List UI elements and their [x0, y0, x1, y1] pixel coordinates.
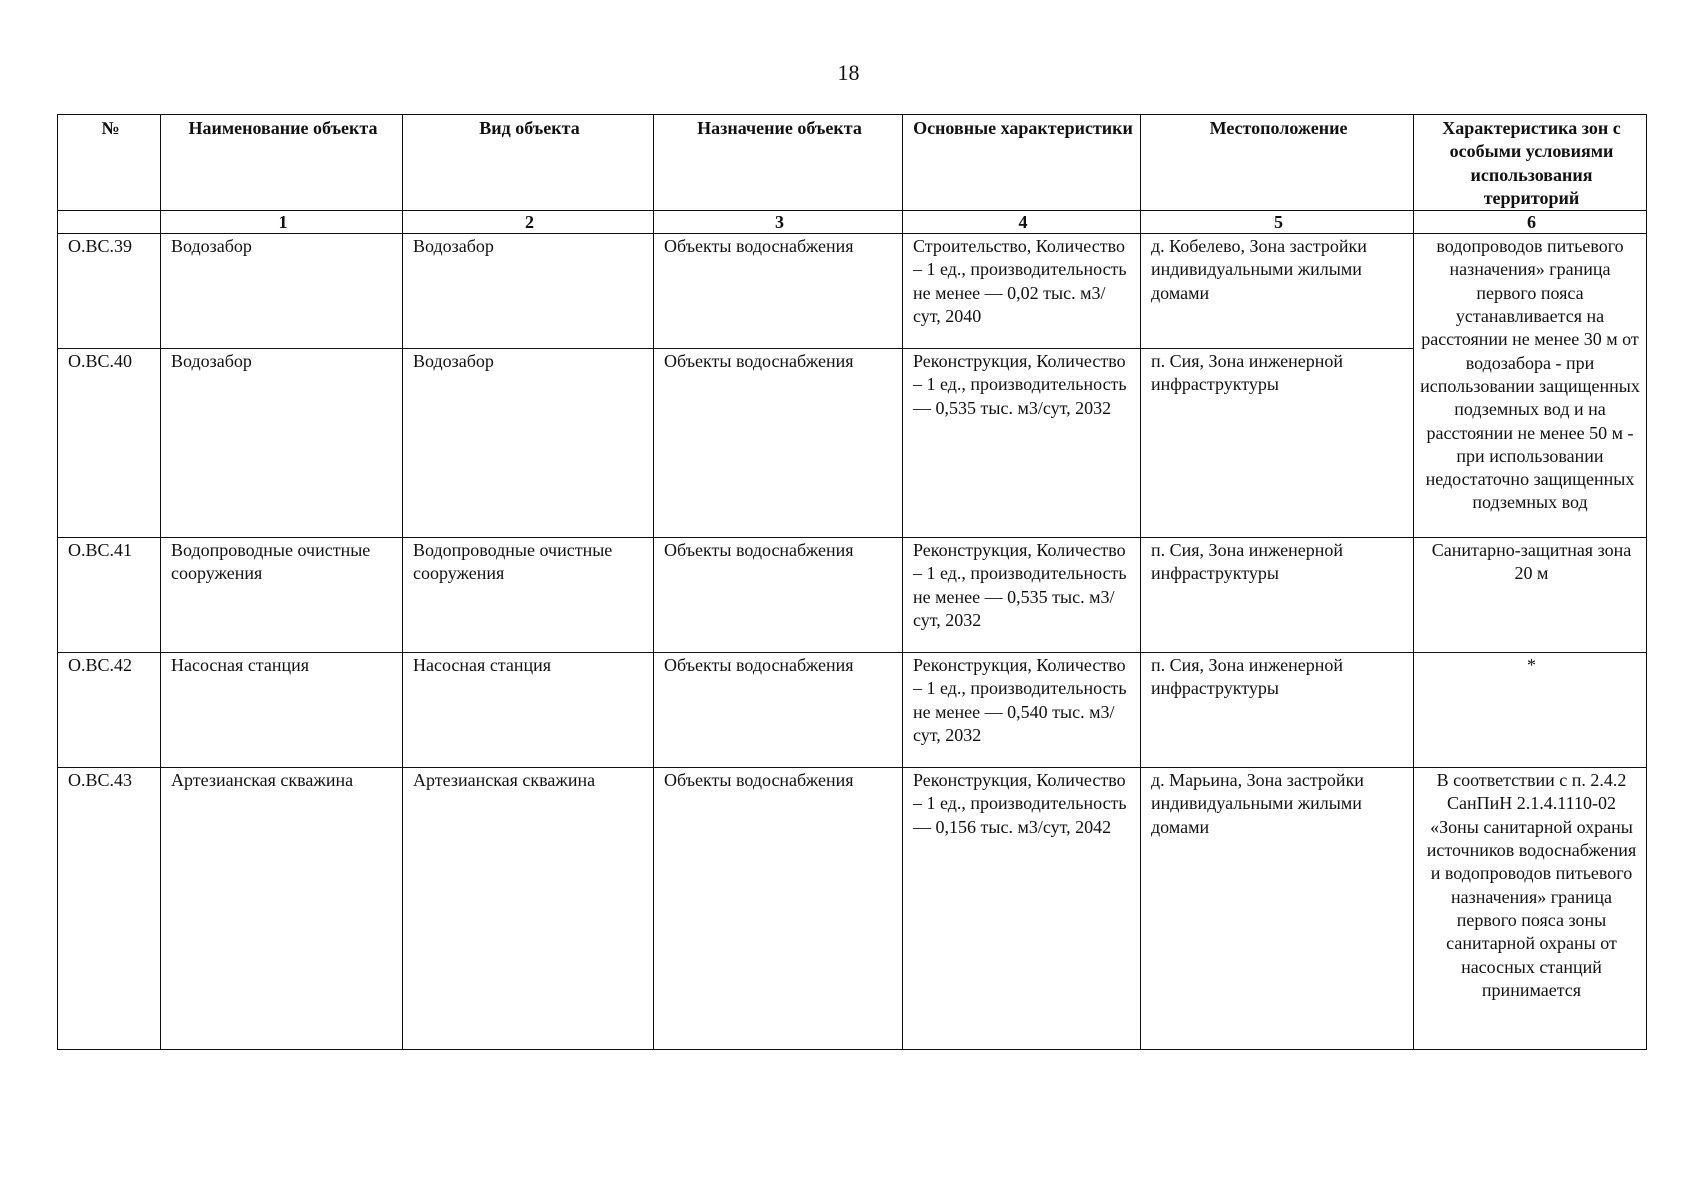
object-purpose: Объекты водоснабжения	[654, 349, 903, 538]
table-row	[58, 234, 1647, 349]
object-type: Водозабор	[403, 234, 654, 349]
object-characteristics: Строительство, Количество – 1 ед., производительность не менее — 0,02 тыс. м3/сут, 2040	[903, 234, 1141, 349]
object-name: Водозабор	[161, 349, 403, 538]
object-location: д. Марьина, Зона застройки индивидуальными жилыми домами	[1141, 768, 1414, 1050]
object-name: Насосная станция	[161, 653, 403, 768]
object-location: п. Сия, Зона инженерной инфраструктуры	[1141, 653, 1414, 768]
objects-table	[57, 114, 1647, 1050]
header-zone-characteristics: Характеристика зон с особыми условиями использования территорий	[1414, 115, 1647, 211]
row-id: О.ВС.39	[58, 234, 161, 349]
header-main-characteristics: Основные характеристики	[903, 115, 1141, 211]
page-number: 18	[837, 60, 860, 85]
column-number: 3	[654, 211, 903, 234]
object-characteristics: Реконструкция, Количество – 1 ед., производительность не менее — 0,535 тыс. м3/сут, 2032	[903, 538, 1141, 653]
object-location: п. Сия, Зона инженерной инфраструктуры	[1141, 349, 1414, 538]
column-number: 1	[161, 211, 403, 234]
object-characteristics: Реконструкция, Количество – 1 ед., производительность не менее — 0,540 тыс. м3/сут, 2032	[903, 653, 1141, 768]
object-type: Артезианская скважина	[403, 768, 654, 1050]
object-characteristics: Реконструкция, Количество – 1 ед., производительность — 0,535 тыс. м3/сут, 2032	[903, 349, 1141, 538]
column-number: 6	[1414, 211, 1647, 234]
object-purpose: Объекты водоснабжения	[654, 768, 903, 1050]
object-type: Насосная станция	[403, 653, 654, 768]
column-number-row	[58, 211, 1647, 234]
column-number	[58, 211, 161, 234]
object-characteristics: Реконструкция, Количество – 1 ед., производительность — 0,156 тыс. м3/сут, 2042	[903, 768, 1141, 1050]
column-number: 2	[403, 211, 654, 234]
zone-text: водопроводов питьевого назначения» граница первого пояса устанавливается на расстоянии не менее 30 м от водозабора - при использовании защищенных подземных вод и на расстоянии не менее 50 м - при использовании недостаточно защищенных подземных вод	[1420, 236, 1640, 513]
header-number: №	[58, 115, 161, 211]
header-location: Местоположение	[1141, 115, 1414, 211]
zone-characteristics: *	[1414, 653, 1647, 768]
object-location: п. Сия, Зона инженерной инфраструктуры	[1141, 538, 1414, 653]
zone-characteristics-merged	[1414, 234, 1647, 538]
object-name: Артезианская скважина	[161, 768, 403, 1050]
object-purpose: Объекты водоснабжения	[654, 234, 903, 349]
zone-characteristics: Санитарно-защитная зона 20 м	[1414, 538, 1647, 653]
column-number: 5	[1141, 211, 1414, 234]
header-object-name: Наименование объекта	[161, 115, 403, 211]
table-row	[58, 349, 1647, 538]
row-id: О.ВС.41	[58, 538, 161, 653]
header-object-purpose: Назначение объекта	[654, 115, 903, 211]
object-name: Водопроводные очистные сооружения	[161, 538, 403, 653]
object-name: Водозабор	[161, 234, 403, 349]
row-id: О.ВС.43	[58, 768, 161, 1050]
table-row	[58, 768, 1647, 1050]
object-type: Водопроводные очистные сооружения	[403, 538, 654, 653]
object-type: Водозабор	[403, 349, 654, 538]
table-row	[58, 653, 1647, 768]
zone-characteristics: В соответствии с п. 2.4.2 СанПиН 2.1.4.1110-02 «Зоны санитарной охраны источников водоснабжения и водопроводов питьевого назначения» граница первого пояса зоны санитарной охраны от насосных станций принимается	[1414, 768, 1647, 1050]
object-purpose: Объекты водоснабжения	[654, 538, 903, 653]
header-object-type: Вид объекта	[403, 115, 654, 211]
header-row	[58, 115, 1647, 211]
object-location: д. Кобелево, Зона застройки индивидуальными жилыми домами	[1141, 234, 1414, 349]
object-purpose: Объекты водоснабжения	[654, 653, 903, 768]
column-number: 4	[903, 211, 1141, 234]
table-row	[58, 538, 1647, 653]
row-id: О.ВС.42	[58, 653, 161, 768]
row-id: О.ВС.40	[58, 349, 161, 538]
